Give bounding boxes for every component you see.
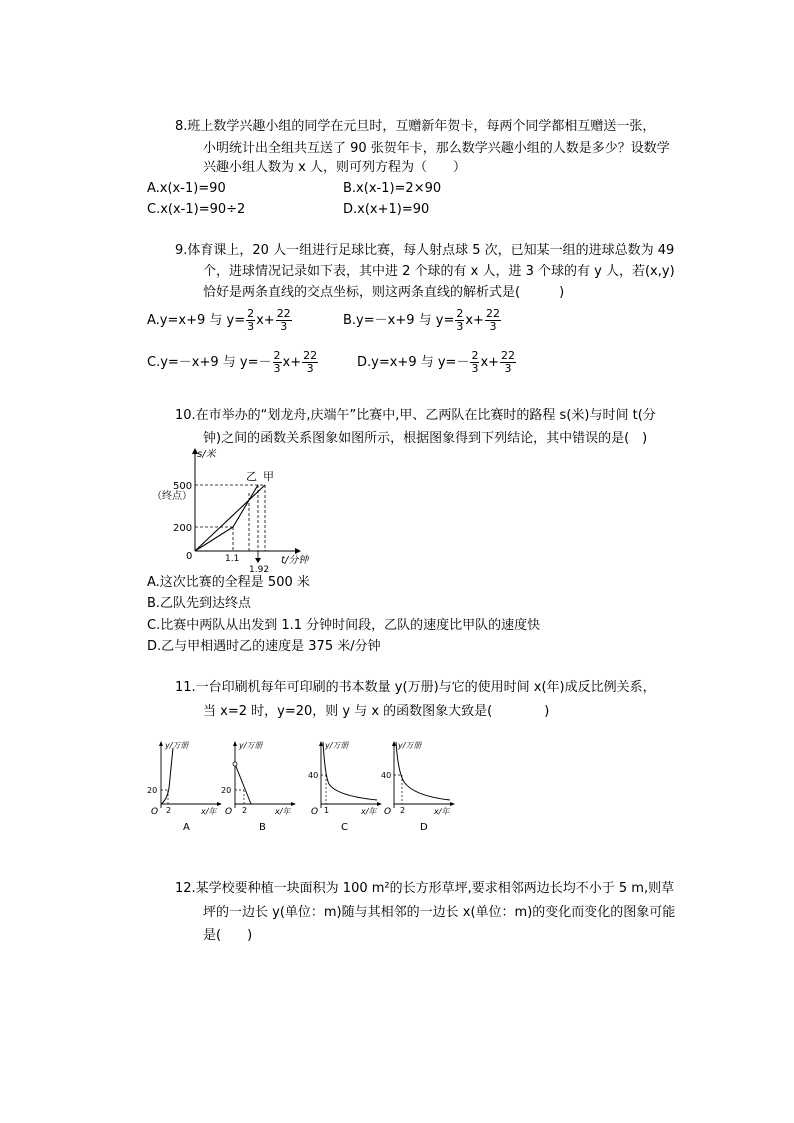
q10-line2: 钟)之间的函数关系图象如图所示，根据图象得到下列结论，其中错误的是( ) [203, 431, 648, 446]
x-axis-arrow [295, 548, 301, 554]
fraction: $\frac{22}{3}$ [276, 307, 291, 333]
q8-option-d[interactable]: D.x(x+1)=90 [343, 202, 430, 217]
tick-20: 20 [147, 786, 158, 795]
q10-option-d[interactable]: D.乙与甲相遇时乙的速度是 375 米/分钟 [147, 639, 381, 654]
fraction: $\frac{22}{3}$ [303, 349, 318, 375]
q9-line2: 个，进球情况记录如下表，其中进 2 个球的有 x 人，进 3 个球的有 y 人，若(x,y) [203, 264, 675, 279]
tick-2: 2 [166, 806, 172, 815]
origin: O [151, 807, 159, 817]
tick-500: 500 [173, 481, 193, 492]
fraction: $\frac{2}{3}$ [247, 307, 255, 333]
tick-200: 200 [173, 523, 193, 534]
q10-option-b[interactable]: B.乙队先到达终点 [147, 596, 252, 611]
tick-2: 2 [400, 806, 406, 815]
fraction: $\frac{2}{3}$ [471, 349, 479, 375]
endpoint-label: （终点） [152, 491, 192, 502]
q12-line1: 12.某学校要种植一块面积为 100 m²的长方形草坪,要求相邻两边长均不小于 5 m,则草 [175, 881, 675, 896]
q11-line2: 当 x=2 时，y=20，则 y 与 x 的函数图象大致是( ) [203, 704, 550, 719]
xlabel: x/年 [434, 807, 450, 816]
tick-40: 40 [381, 771, 392, 780]
q11-graph-b[interactable] [217, 738, 297, 836]
line-jia [195, 485, 265, 551]
xlabel: x/年 [361, 807, 377, 816]
tick-1: 1 [324, 806, 330, 815]
q12-line3: 是( ) [203, 928, 253, 943]
open-point [233, 762, 237, 766]
y-axis-arrow [392, 741, 396, 746]
tick-2: 2 [242, 806, 248, 815]
axis-label-t: t/分钟 [281, 555, 309, 566]
q8-line3: 兴趣小组人数为 x 人，则可列方程为（ ） [203, 160, 466, 175]
tick-20: 20 [221, 786, 232, 795]
q8-option-c[interactable]: C.x(x-1)=90÷2 [147, 202, 246, 217]
label-d: D [420, 822, 428, 833]
q9-option-a[interactable]: A.y=x+9 与 y= $\frac{2}{3}$ x+ $\frac{22}{3}$ [147, 307, 291, 333]
fraction: $\frac{2}{3}$ [273, 349, 281, 375]
q11-line1: 11.一台印刷机每年可印刷的书本数量 y(万册)与它的使用时间 x(年)成反比例关系， [175, 680, 656, 695]
q9-option-d[interactable]: D.y=x+9 与 y=－ $\frac{2}{3}$ x+ $\frac{22}{3}$ [357, 349, 516, 375]
xlabel: x/年 [275, 807, 291, 816]
line [235, 764, 251, 804]
fraction: $\frac{22}{3}$ [485, 307, 500, 333]
ylabel: y/万册 [165, 741, 189, 750]
q11-graph-a[interactable] [143, 738, 223, 836]
q11-graph-d[interactable] [376, 738, 456, 836]
arrow-192-head [255, 558, 261, 563]
q12-line2: 坪的一边长 y(单位：m)随与其相邻的一边长 x(单位：m)的变化而变化的图象可能 [203, 905, 676, 920]
ylabel: y/万册 [398, 741, 422, 750]
fraction: $\frac{22}{3}$ [501, 349, 516, 375]
curve [323, 742, 377, 800]
q10-line1: 10.在市举办的“划龙舟,庆端午”比赛中,甲、乙两队在比赛时的路程 s(米)与时间 t(分 [175, 408, 656, 423]
label-yi: 乙 [246, 470, 257, 483]
ylabel: y/万册 [325, 741, 349, 750]
label-c: C [341, 822, 348, 833]
x-axis-arrow [291, 802, 296, 806]
label-b: B [259, 822, 266, 833]
line-yi [195, 485, 258, 551]
q8-line1: 8.班上数学兴趣小组的同学在元旦时，互赠新年贺卡，每两个同学都相互赠送一张， [175, 119, 656, 134]
y-axis-arrow [233, 741, 237, 746]
curve [161, 748, 173, 804]
ylabel: y/万册 [239, 741, 263, 750]
y-axis-arrow [319, 741, 323, 746]
q8-option-a[interactable]: A.x(x-1)=90 [147, 181, 226, 196]
q11-graph-c[interactable] [303, 738, 383, 836]
axis-label-s: s/米 [197, 449, 216, 460]
q9-line3: 恰好是两条直线的交点坐标，则这两条直线的解析式是( ) [203, 285, 565, 300]
label-jia: 甲 [263, 470, 274, 483]
y-axis-arrow [159, 741, 163, 746]
origin: O [311, 807, 319, 817]
q10-option-c[interactable]: C.比赛中两队从出发到 1.1 分钟时间段，乙队的速度比甲队的速度快 [147, 618, 541, 633]
tick-40: 40 [308, 771, 319, 780]
label-a: A [183, 822, 190, 833]
q8-option-b[interactable]: B.x(x-1)=2×90 [343, 181, 442, 196]
x-axis-arrow [450, 802, 455, 806]
tick-1-1: 1.1 [225, 554, 240, 564]
origin-label: 0 [186, 551, 193, 562]
fraction: $\frac{2}{3}$ [456, 307, 464, 333]
q8-line2: 小明统计出全组共互送了 90 张贺年卡，那么数学兴趣小组的人数是多少？设数学 [203, 141, 670, 156]
q9-option-b[interactable]: B.y=－x+9 与 y= $\frac{2}{3}$ x+ $\frac{22}{3}$ [343, 307, 500, 333]
q9-line1: 9.体育课上，20 人一组进行足球比赛，每人射点球 5 次，已知某一组的进球总数为 49 [175, 243, 675, 258]
curve [396, 742, 450, 800]
q9-option-c[interactable]: C.y=－x+9 与 y=－ $\frac{2}{3}$ x+ $\frac{22}{3}$ [147, 349, 318, 375]
xlabel: x/年 [201, 807, 217, 816]
origin: O [384, 807, 392, 817]
race-graph [145, 445, 320, 575]
q10-option-a[interactable]: A.这次比赛的全程是 500 米 [147, 575, 310, 590]
origin: O [225, 807, 233, 817]
tick-1-92: 1.92 [249, 565, 270, 575]
